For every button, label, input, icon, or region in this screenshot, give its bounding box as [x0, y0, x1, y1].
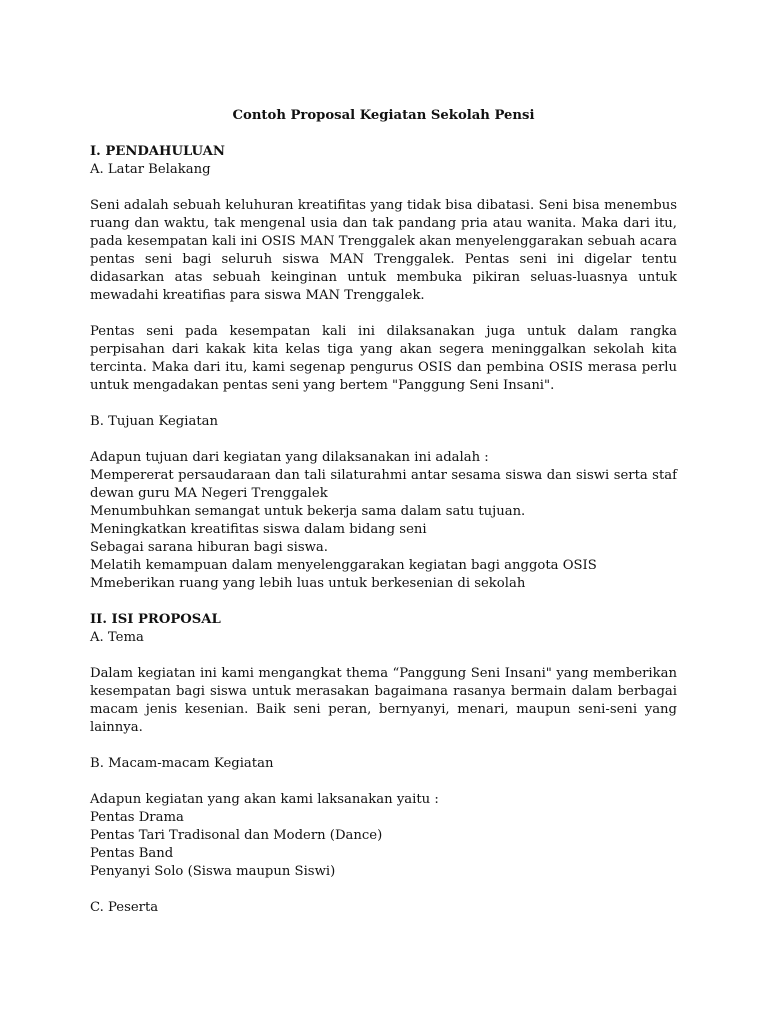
paragraph-latar-belakang-1: Seni adalah sebuah keluhuran kreatifitas yang tidak bisa dibatasi. Seni bisa menembus ruang dan waktu, tak mengenal usia dan tak pandang pria atau wanita. Maka dari itu, pada kesempatan kali ini OSIS MAN Trenggalek akan menyelenggarakan sebuah acara pentas seni bagi seluruh siswa MAN Trenggalek. Pentas seni ini digelar tentu didasarkan atas sebuah keinginan untuk membuka pikiran seluas-luasnya untuk mewadahi kreatifias para siswa MAN Trenggalek.	[90, 198, 677, 303]
activity-item: Pentas Band	[90, 846, 174, 861]
subheading-peserta: C. Peserta	[90, 900, 159, 915]
goal-item: Mempererat persaudaraan dan tali silaturahmi antar sesama siswa dan siswi serta staf dewan guru MA Negeri Trenggalek	[90, 468, 677, 501]
goal-item: Meningkatkan kreatifitas siswa dalam bidang seni	[90, 522, 427, 537]
subheading-tujuan-kegiatan: B. Tujuan Kegiatan	[90, 414, 218, 429]
spacer	[90, 737, 677, 755]
spacer	[90, 881, 677, 899]
activity-item: Pentas Drama	[90, 810, 184, 825]
goal-item: Sebagai sarana hiburan bagi siswa.	[90, 540, 328, 555]
spacer	[90, 593, 677, 611]
subheading-macam-kegiatan: B. Macam-macam Kegiatan	[90, 756, 274, 771]
paragraph-latar-belakang-2: Pentas seni pada kesempatan kali ini dilaksanakan juga untuk dalam rangka perpisahan dari kakak kita kelas tiga yang akan segera meninggalkan sekolah kita tercinta. Maka dari itu, kami segenap pengurus OSIS dan pembina OSIS merasa perlu untuk mengadakan pentas seni yang bertem "Panggung Seni Insani".	[90, 324, 677, 393]
document-title: Contoh Proposal Kegiatan Sekolah Pensi	[232, 108, 535, 123]
goals-intro: Adapun tujuan dari kegiatan yang dilaksanakan ini adalah :	[90, 450, 489, 465]
goal-item: Mmeberikan ruang yang lebih luas untuk berkesenian di sekolah	[90, 576, 526, 591]
activity-item: Pentas Tari Tradisonal dan Modern (Dance)	[90, 828, 383, 843]
subheading-latar-belakang: A. Latar Belakang	[90, 162, 211, 177]
spacer	[90, 773, 677, 791]
document-body	[90, 107, 677, 917]
section-heading-isi-proposal: II. ISI PROPOSAL	[90, 612, 221, 627]
activities-intro: Adapun kegiatan yang akan kami laksanakan yaitu :	[90, 792, 439, 807]
spacer	[90, 395, 677, 413]
paragraph-tema: Dalam kegiatan ini kami mengangkat thema “Panggung Seni Insani" yang memberikan kesempatan bagi siswa untuk merasakan bagaimana rasanya bermain dalam berbagai macam jenis kesenian. Baik seni peran, bernyanyi, menari, maupun seni-seni yang lainnya.	[90, 666, 677, 735]
section-heading-pendahuluan: I. PENDAHULUAN	[90, 144, 225, 159]
spacer	[90, 647, 677, 665]
spacer	[90, 431, 677, 449]
goal-item: Menumbuhkan semangat untuk bekerja sama dalam satu tujuan.	[90, 504, 526, 519]
activity-item: Penyanyi Solo (Siswa maupun Siswi)	[90, 864, 336, 879]
spacer	[90, 179, 677, 197]
subheading-tema: A. Tema	[90, 630, 144, 645]
goal-item: Melatih kemampuan dalam menyelenggarakan kegiatan bagi anggota OSIS	[90, 558, 597, 573]
spacer	[90, 305, 677, 323]
